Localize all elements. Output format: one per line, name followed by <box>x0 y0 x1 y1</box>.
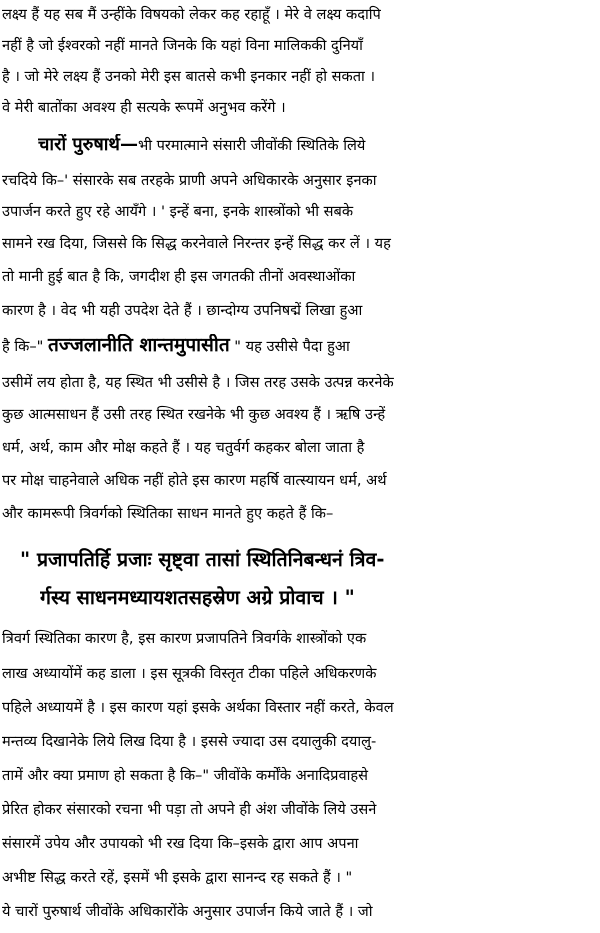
text-line-10: कारण है । वेद भी यही उपदेश देते हैं । छान्दोग्य उपनिषद्में लिखा हुआ <box>2 302 363 319</box>
text-line-4: वे मेरी बातोंका अवश्य ही सत्यके रूपमें अनुभव करेंगे । <box>2 99 286 116</box>
text-line-16: और कामरूपी त्रिवर्गको स्थितिका साधन मानते हुए कहते हैं कि– <box>2 505 334 522</box>
inline-quote-suffix: " यह उसीसे पैदा हुआ <box>229 338 350 355</box>
sloka-line-2: र्गस्य साधनमध्यायशतसहस्रेण अग्रे प्रोवाच । " <box>40 586 355 609</box>
text-line-26: अभीष्ट सिद्ध करते रहें, इसमें भी इसके द्वारा सानन्द रह सकते हैं । " <box>2 869 353 886</box>
text-line-23: तामें और क्या प्रमाण हो सकता है कि–" जीवोंके कर्मोंके अनादिप्रवाहसे <box>2 767 368 784</box>
heading-continuation: भी परमात्माने संसारी जीवोंकी स्थितिके लिये <box>137 137 366 154</box>
text-line-6: रचदिये कि–' संसारके सब तरहके प्राणी अपने अधिकारके अनुसार इनका <box>2 172 377 189</box>
text-line-7: उपार्जन करते हुए रहे आयँगे । ' इन्हें बना, इनके शास्त्रोंको भी सबके <box>2 203 354 220</box>
text-line-14: धर्म, अर्थ, काम और मोक्ष कहते हैं । यह चतुर्वर्ग कहकर बोला जाता है <box>2 439 365 456</box>
text-line-13: कुछ आत्मसाधन हैं उसी तरह स्थित रखनेके भी कुछ अवश्य हैं । ऋषि उन्हें <box>2 406 386 423</box>
text-line-2: नहीं है जो ईश्वरको नहीं मानते जिनके कि यहां विना मालिककी दुनियाँ <box>2 37 363 54</box>
inline-quote-prefix: है कि–" <box>2 338 49 355</box>
text-line-22: मन्तव्य दिखानेके लिये लिख दिया है । इससे ज्यादा उस दयालुकी दयालु- <box>2 733 377 750</box>
text-line-20: लाख अध्यायोंमें कह डाला । इस सूत्रकी विस्तृत टीका पहिले अधिकरणके <box>2 665 377 682</box>
section-heading: चारों पुरुषार्थ— <box>38 134 138 155</box>
sloka-line-1: " प्रजापतिर्हि प्रजाः सृष्ट्वा तासां स्थितिनिबन्धनं त्रिव- <box>20 548 385 571</box>
text-line-1: लक्ष्य हैं यह सब मैं उन्हींके विषयको लेकर कह रहाहूँ । मेरे वे लक्ष्य कदापि <box>2 6 381 23</box>
text-line-21: पहिले अध्यायमें है । इस कारण यहां इसके अर्थका विस्तार नहीं करते, केवल <box>2 699 394 716</box>
text-line-8: सामने रख दिया, जिससे कि सिद्ध करनेवाले निरन्तर इन्हें सिद्ध कर लें । यह <box>2 235 391 252</box>
text-line-24: प्रेरित होकर संसारको रचना भी पड़ा तो अपने ही अंश जीवोंके लिये उसने <box>2 801 377 818</box>
text-line-25: संसारमें उपेय और उपायको भी रख दिया कि–इसके द्वारा आप अपना <box>2 835 359 852</box>
text-line-9: तो मानी हुई बात है कि, जगदीश ही इस जगतकी तीनों अवस्थाओंका <box>2 268 356 285</box>
text-line-3: है । जो मेरे लक्ष्य हैं उनको मेरी इस बातसे कभी इनकार नहीं हो सकता । <box>2 68 375 85</box>
text-line-12: उसीमें लय होता है, यह स्थित भी उसीसे है । जिस तरह उसके उत्पन्न करनेके <box>2 374 394 391</box>
text-line-15: पर मोक्ष चाहनेवाले अधिक नहीं होते इस कारण महर्षि वात्स्यायन धर्म, अर्थ <box>2 472 387 489</box>
inline-quote: तज्जलानीति शान्तमुपासीत <box>48 334 230 356</box>
text-line-11 <box>2 334 600 358</box>
text-line-27: ये चारों पुरुषार्थ जीवोंके अधिकारोंके अनुसार उपार्जन किये जाते हैं । जो <box>2 903 373 920</box>
text-line-19: त्रिवर्ग स्थितिका कारण है, इस कारण प्रजापतिने त्रिवर्गके शास्त्रोंको एक <box>2 630 367 647</box>
paragraph-line-heading <box>38 134 600 157</box>
